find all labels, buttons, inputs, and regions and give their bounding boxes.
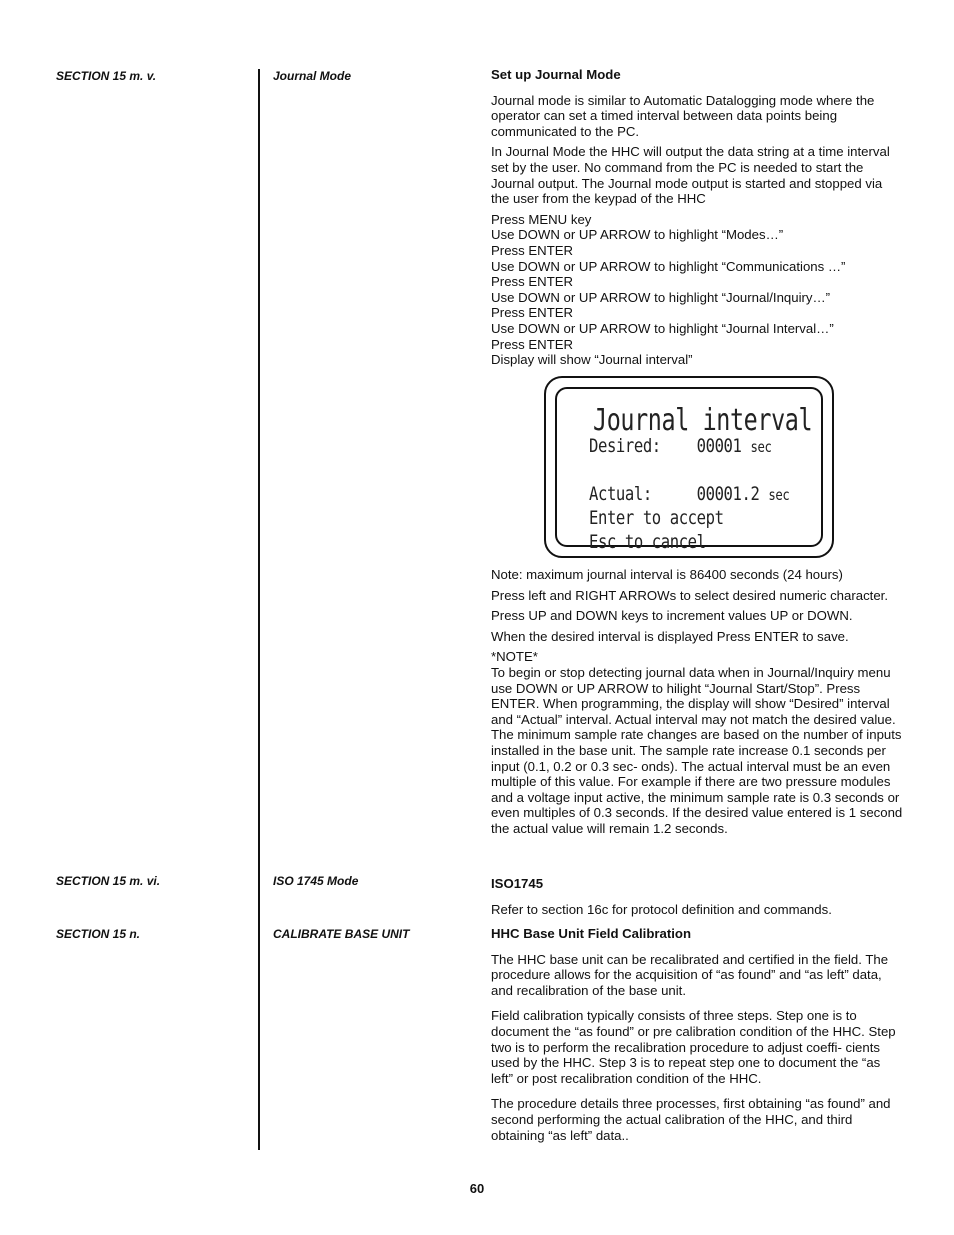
journal-paragraph-2: In Journal Mode the HHC will output the data string at a time interval set by the user. No command from the PC is needed to start the Journal output. The Journal mode output is started and stopped via the user from the keypad of the HHC: [491, 144, 890, 207]
lcd-desired-row: [589, 435, 771, 457]
lcd-accept-line: Enter to accept: [589, 507, 724, 529]
section-label-15mv: SECTION 15 m. v.: [56, 69, 157, 83]
journal-step: Press MENU key: [491, 211, 592, 227]
journal-heading: Set up Journal Mode: [491, 67, 621, 82]
journal-step: Display will show “Journal interval”: [491, 352, 693, 368]
calibrate-section: [491, 926, 903, 1143]
journal-note-body: To begin or stop detecting journal data when in Journal/Inquiry menu use DOWN or UP ARROW to hilight “Journal Start/Stop”. Press ENTER. When programming, the display will show “Desired” interval and “Actual” interval. Actual interval may not match the desired value. The minimum sample rate changes are based on the number of inputs installed in the base unit. The sample rate increase 0.1 seconds per input (0.1, 0.2 or 0.3 sec- onds). The actual interval must be an even multiple of this value. For example if there are two pressure modules and a voltage input active, the minimum sample rate is 0.3 seconds or even multiples of 0.3 seconds. If the desired value entered is 1 second the actual value will remain 1.2 seconds.: [491, 664, 903, 836]
journal-notes: [491, 567, 903, 837]
topic-label-calibrate: CALIBRATE BASE UNIT: [273, 927, 410, 941]
section-label-15mvi: SECTION 15 m. vi.: [56, 874, 161, 888]
journal-step: Press ENTER: [491, 274, 574, 290]
lcd-cancel-line: Esc to cancel: [589, 531, 706, 553]
calibrate-paragraph-1: The HHC base unit can be recalibrated and certified in the field. The procedure allows for the acquisition of “as found” and “as left” data, and recalibration of the base unit.: [491, 951, 889, 998]
iso-heading: ISO1745: [491, 876, 544, 891]
calibrate-heading: HHC Base Unit Field Calibration: [491, 926, 692, 941]
journal-paragraph-1: Journal mode is similar to Automatic Datalogging mode where the operator can set a timed interval between data points being communicated to the PC.: [491, 92, 875, 139]
lcd-desired-label: Desired:: [589, 435, 661, 457]
lcd-actual-row: [589, 483, 789, 505]
journal-step: Use DOWN or UP ARROW to highlight “Communications …”: [491, 258, 846, 274]
lcd-display-screen: [555, 387, 823, 553]
lcd-desired-value: 00001: [696, 435, 742, 457]
calibrate-paragraph-3: The procedure details three processes, first obtaining “as found” and second performing the actual calibration of the HHC, and third obtaining “as left” data..: [491, 1096, 891, 1143]
column-divider: [258, 69, 260, 1150]
journal-step: Use DOWN or UP ARROW to highlight “Journal/Inquiry…”: [491, 289, 831, 305]
journal-step: Use DOWN or UP ARROW to highlight “Journal Interval…”: [491, 320, 834, 336]
lcd-actual-label: Actual:: [589, 483, 652, 505]
journal-step: Use DOWN or UP ARROW to highlight “Modes…”: [491, 227, 784, 243]
page-number: 60: [469, 1181, 485, 1196]
journal-step: Press ENTER: [491, 305, 574, 321]
journal-step: Press ENTER: [491, 336, 574, 352]
journal-steps: [491, 212, 903, 368]
lcd-desired-unit: sec: [750, 438, 772, 456]
journal-intro: [491, 67, 903, 368]
journal-save-paragraph: When the desired interval is displayed Press ENTER to save.: [491, 628, 849, 644]
journal-arrows-paragraph: Press left and RIGHT ARROWs to select desired numeric character.: [491, 587, 888, 603]
section-label-15n: SECTION 15 n.: [56, 927, 141, 941]
iso-section: [491, 876, 903, 917]
topic-label-journal-mode: Journal Mode: [273, 69, 352, 83]
journal-step: Press ENTER: [491, 242, 574, 258]
lcd-actual-unit: sec: [768, 486, 790, 504]
journal-max-note: Note: maximum journal interval is 86400 seconds (24 hours): [491, 567, 843, 582]
topic-label-iso-1745: ISO 1745 Mode: [273, 874, 359, 888]
journal-note-label: *NOTE*: [491, 649, 538, 665]
journal-updown-paragraph: Press UP and DOWN keys to increment values UP or DOWN.: [491, 608, 853, 624]
lcd-title: Journal interval: [593, 403, 813, 438]
lcd-display-frame: [544, 376, 834, 558]
iso-paragraph: Refer to section 16c for protocol definition and commands.: [491, 901, 832, 917]
lcd-actual-value: 00001.2: [696, 483, 760, 505]
calibrate-paragraph-2: Field calibration typically consists of three steps. Step one is to document the “as found” or pre calibration condition of the HHC. Step two is to perform the recalibration procedure to adjust coeffi- cients used by the HHC. Step 3 is to repeat step one to document the “as left” or post recalibration condition of the HHC.: [491, 1008, 896, 1086]
